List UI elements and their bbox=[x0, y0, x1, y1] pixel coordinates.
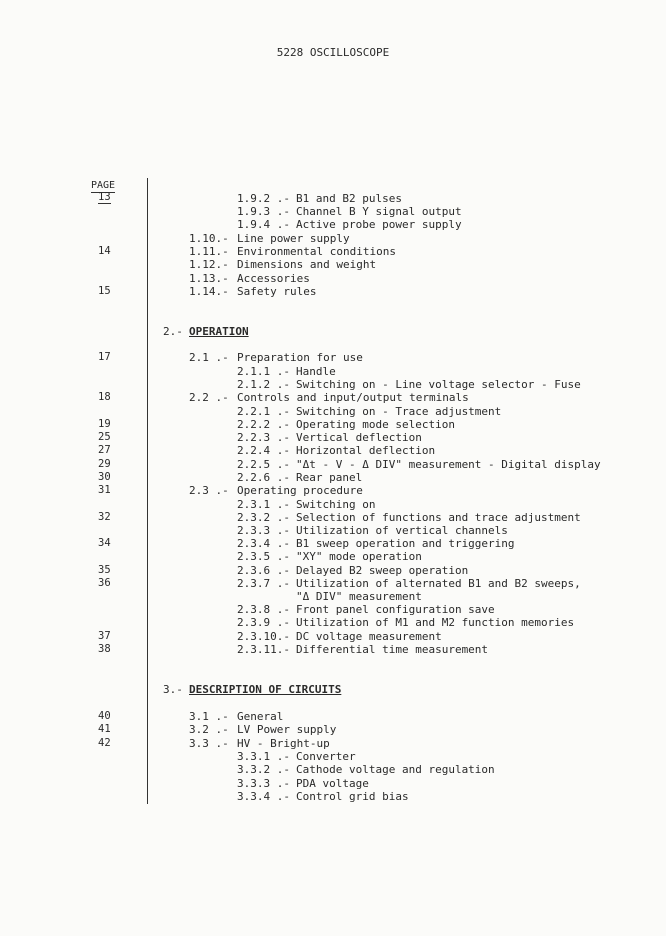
toc-entry bbox=[0, 218, 666, 231]
toc-title: HV - Bright-up bbox=[237, 737, 330, 750]
toc-title: Environmental conditions bbox=[237, 245, 396, 258]
toc-title: LV Power supply bbox=[237, 723, 337, 736]
toc-number: 2.3.9 .- bbox=[237, 616, 290, 629]
toc-title: Switching on - Line voltage selector - Fuse bbox=[296, 378, 581, 391]
toc-page-number: 13 bbox=[98, 191, 111, 203]
toc-title: Accessories bbox=[237, 272, 310, 285]
toc-entry bbox=[0, 458, 666, 471]
toc-title: Active probe power supply bbox=[296, 218, 462, 231]
toc-number: 2.2 .- bbox=[189, 391, 229, 404]
toc-title: Control grid bias bbox=[296, 790, 409, 803]
toc-page-number: 36 bbox=[98, 577, 111, 589]
toc-title: Utilization of M1 and M2 function memories bbox=[296, 616, 575, 629]
toc-section-heading bbox=[0, 683, 666, 696]
toc-number: 3.1 .- bbox=[189, 710, 229, 723]
toc-page-number: 27 bbox=[98, 444, 111, 456]
toc-title: Front panel configuration save bbox=[296, 603, 495, 616]
toc-number: 3.3.1 .- bbox=[237, 750, 290, 763]
toc-title: Vertical deflection bbox=[296, 431, 422, 444]
toc-number: 1.12.- bbox=[189, 258, 229, 271]
toc-title: Preparation for use bbox=[237, 351, 363, 364]
toc-entry bbox=[0, 750, 666, 763]
toc-entry-continuation bbox=[0, 590, 666, 603]
toc-title: Dimensions and weight bbox=[237, 258, 377, 271]
toc-entry bbox=[0, 272, 666, 285]
toc-entry bbox=[0, 471, 666, 484]
toc-number: 2.3.8 .- bbox=[237, 603, 290, 616]
toc-title: Controls and input/output terminals bbox=[237, 391, 469, 404]
toc-title: Delayed B2 sweep operation bbox=[296, 564, 469, 577]
toc-number: 2.1 .- bbox=[189, 351, 229, 364]
toc-entry bbox=[0, 511, 666, 524]
toc-entry bbox=[0, 205, 666, 218]
toc-number: 2.2.2 .- bbox=[237, 418, 290, 431]
toc-number: 2.2.5 .- bbox=[237, 458, 290, 471]
toc-title: General bbox=[237, 710, 284, 723]
toc-number: 2.3.3 .- bbox=[237, 524, 290, 537]
toc-page-number: 32 bbox=[98, 511, 111, 523]
toc-page-number: 35 bbox=[98, 564, 111, 576]
toc-entry bbox=[0, 643, 666, 656]
page-column-heading: PAGE bbox=[91, 180, 116, 191]
toc-number: 2.3.4 .- bbox=[237, 537, 290, 550]
toc-page-number: 38 bbox=[98, 643, 111, 655]
toc-number: 2.3.6 .- bbox=[237, 564, 290, 577]
toc-page-number: 14 bbox=[98, 245, 111, 257]
toc-number: 2.1.1 .- bbox=[237, 365, 290, 378]
toc-title: B1 sweep operation and triggering bbox=[296, 537, 515, 550]
toc-number: 2.2.1 .- bbox=[237, 405, 290, 418]
toc-entry bbox=[0, 737, 666, 750]
toc-entry bbox=[0, 431, 666, 444]
page-title: 5228 OSCILLOSCOPE bbox=[276, 46, 390, 59]
toc-number: 2.2.4 .- bbox=[237, 444, 290, 457]
toc-number: 1.11.- bbox=[189, 245, 229, 258]
toc-page-number: 41 bbox=[98, 723, 111, 735]
toc-number: 1.13.- bbox=[189, 272, 229, 285]
toc-page-number: 30 bbox=[98, 471, 111, 483]
toc-number: 1.9.3 .- bbox=[237, 205, 290, 218]
toc-title: Horizontal deflection bbox=[296, 444, 436, 457]
toc-title: Utilization of alternated B1 and B2 sweeps, bbox=[296, 577, 581, 590]
toc-number: 1.9.4 .- bbox=[237, 218, 290, 231]
toc-page-number: 17 bbox=[98, 351, 111, 363]
toc-number: 3.3.2 .- bbox=[237, 763, 290, 776]
toc-number: 2.2.6 .- bbox=[237, 471, 290, 484]
toc-page-number: 18 bbox=[98, 391, 111, 403]
toc-page-number: 34 bbox=[98, 537, 111, 549]
toc-title: Switching on - Trace adjustment bbox=[296, 405, 502, 418]
toc-entry bbox=[0, 790, 666, 803]
toc-entry bbox=[0, 777, 666, 790]
toc-title: B1 and B2 pulses bbox=[296, 192, 402, 205]
toc-entry bbox=[0, 498, 666, 511]
toc-entry bbox=[0, 577, 666, 590]
toc-title: DESCRIPTION OF CIRCUITS bbox=[189, 683, 342, 696]
toc-number: 2.3.2 .- bbox=[237, 511, 290, 524]
toc-entry bbox=[0, 285, 666, 298]
toc-page-number: 31 bbox=[98, 484, 111, 496]
toc-title: Safety rules bbox=[237, 285, 317, 298]
toc-entry bbox=[0, 630, 666, 643]
toc-title: Channel B Y signal output bbox=[296, 205, 462, 218]
toc-title: Line power supply bbox=[237, 232, 350, 245]
toc-entry bbox=[0, 405, 666, 418]
toc-entry bbox=[0, 550, 666, 563]
toc-title: DC voltage measurement bbox=[296, 630, 442, 643]
toc-title: Rear panel bbox=[296, 471, 363, 484]
toc-title: OPERATION bbox=[189, 325, 249, 338]
toc-title: "Δ DIV" measurement bbox=[296, 590, 422, 603]
toc-number: 2.3.10.- bbox=[237, 630, 290, 643]
toc-number: 1.9.2 .- bbox=[237, 192, 290, 205]
toc-number: 2.- bbox=[163, 325, 183, 338]
toc-entry bbox=[0, 564, 666, 577]
toc-title: "XY" mode operation bbox=[296, 550, 422, 563]
toc-entry bbox=[0, 192, 666, 205]
toc-title: PDA voltage bbox=[296, 777, 369, 790]
toc-title: Differential time measurement bbox=[296, 643, 489, 656]
toc-number: 2.3.11.- bbox=[237, 643, 290, 656]
toc-number: 1.10.- bbox=[189, 232, 229, 245]
toc-entry bbox=[0, 258, 666, 271]
toc-entry bbox=[0, 444, 666, 457]
toc-number: 2.3 .- bbox=[189, 484, 229, 497]
toc-entry bbox=[0, 245, 666, 258]
toc-entry bbox=[0, 723, 666, 736]
toc-entry bbox=[0, 524, 666, 537]
toc-entry bbox=[0, 391, 666, 404]
toc-number: 1.14.- bbox=[189, 285, 229, 298]
toc-page-number: 15 bbox=[98, 285, 111, 297]
toc-entry bbox=[0, 603, 666, 616]
toc-number: 3.- bbox=[163, 683, 183, 696]
toc-title: Switching on bbox=[296, 498, 376, 511]
toc-number: 2.3.5 .- bbox=[237, 550, 290, 563]
toc-entry bbox=[0, 616, 666, 629]
toc-entry bbox=[0, 378, 666, 391]
toc-number: 2.1.2 .- bbox=[237, 378, 290, 391]
toc-section-heading bbox=[0, 325, 666, 338]
toc-entry bbox=[0, 484, 666, 497]
toc-entry bbox=[0, 418, 666, 431]
toc-title: "Δt - V - Δ DIV" measurement - Digital display bbox=[296, 458, 601, 471]
toc-number: 2.2.3 .- bbox=[237, 431, 290, 444]
toc-page-number: 37 bbox=[98, 630, 111, 642]
toc-entry bbox=[0, 365, 666, 378]
toc-title: Utilization of vertical channels bbox=[296, 524, 508, 537]
toc-number: 3.3.3 .- bbox=[237, 777, 290, 790]
toc-number: 3.2 .- bbox=[189, 723, 229, 736]
toc-page-number: 42 bbox=[98, 737, 111, 749]
toc-page-number: 40 bbox=[98, 710, 111, 722]
toc-number: 3.3 .- bbox=[189, 737, 229, 750]
toc-title: Operating procedure bbox=[237, 484, 363, 497]
toc-entry bbox=[0, 710, 666, 723]
toc-title: Cathode voltage and regulation bbox=[296, 763, 495, 776]
toc-entry bbox=[0, 537, 666, 550]
toc-title: Selection of functions and trace adjustment bbox=[296, 511, 581, 524]
toc-number: 2.3.7 .- bbox=[237, 577, 290, 590]
toc-number: 3.3.4 .- bbox=[237, 790, 290, 803]
toc-entry bbox=[0, 351, 666, 364]
toc-page-number: 29 bbox=[98, 458, 111, 470]
toc-entry bbox=[0, 763, 666, 776]
toc-title: Operating mode selection bbox=[296, 418, 455, 431]
toc-page-number: 19 bbox=[98, 418, 111, 430]
toc-title: Converter bbox=[296, 750, 356, 763]
toc-entry bbox=[0, 232, 666, 245]
toc-title: Handle bbox=[296, 365, 336, 378]
toc-page-number: 25 bbox=[98, 431, 111, 443]
toc-number: 2.3.1 .- bbox=[237, 498, 290, 511]
